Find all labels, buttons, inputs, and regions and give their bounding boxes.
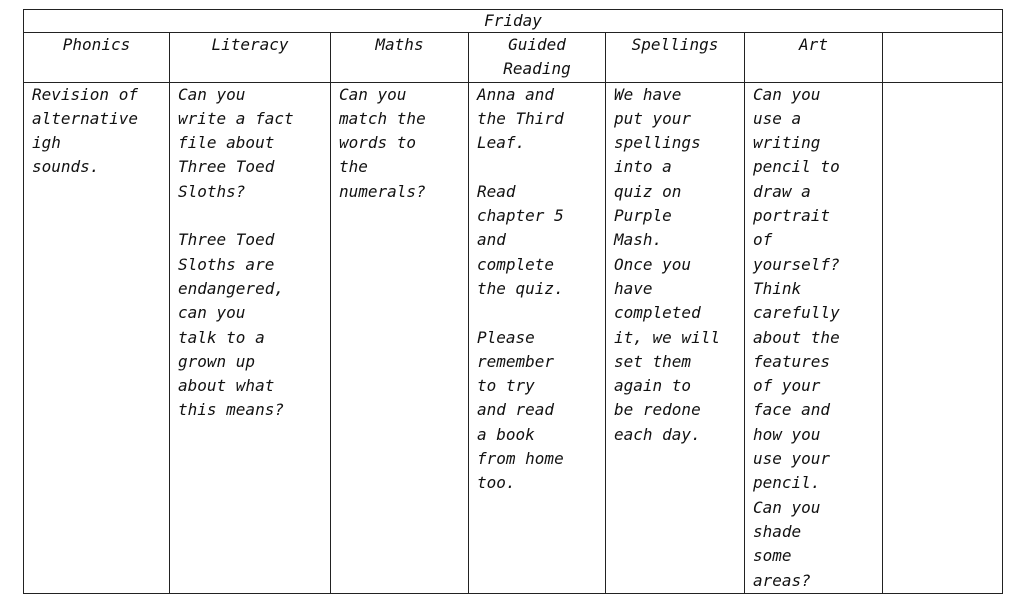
header-phonics: Phonics (24, 33, 170, 83)
cell-art: Can you use a writing pencil to draw a portrait of yourself? Think carefully about the features of your face and how you use your pencil. Can you shade some areas? (745, 82, 883, 593)
day-title: Friday (24, 10, 1003, 33)
header-empty (883, 33, 1003, 83)
cell-spellings: We have put your spellings into a quiz on Purple Mash. Once you have completed it, we will set them again to be redone each day. (606, 82, 745, 593)
header-maths: Maths (331, 33, 469, 83)
cell-literacy: Can you write a fact file about Three Toed Sloths? Three Toed Sloths are endangered, can you talk to a grown up about what this means? (170, 82, 331, 593)
subject-header-row (24, 33, 1003, 83)
activity-row (24, 82, 1003, 593)
cell-phonics: Revision of alternative igh sounds. (24, 82, 170, 593)
header-art: Art (745, 33, 883, 83)
cell-maths: Can you match the words to the numerals? (331, 82, 469, 593)
cell-guided-reading: Anna and the Third Leaf. Read chapter 5 and complete the quiz. Please remember to try and read a book from home too. (469, 82, 606, 593)
day-header-row (24, 10, 1003, 33)
cell-empty (883, 82, 1003, 593)
header-literacy: Literacy (170, 33, 331, 83)
header-spellings: Spellings (606, 33, 745, 83)
friday-timetable (23, 9, 1003, 594)
header-guided-reading: Guided Reading (469, 33, 606, 83)
